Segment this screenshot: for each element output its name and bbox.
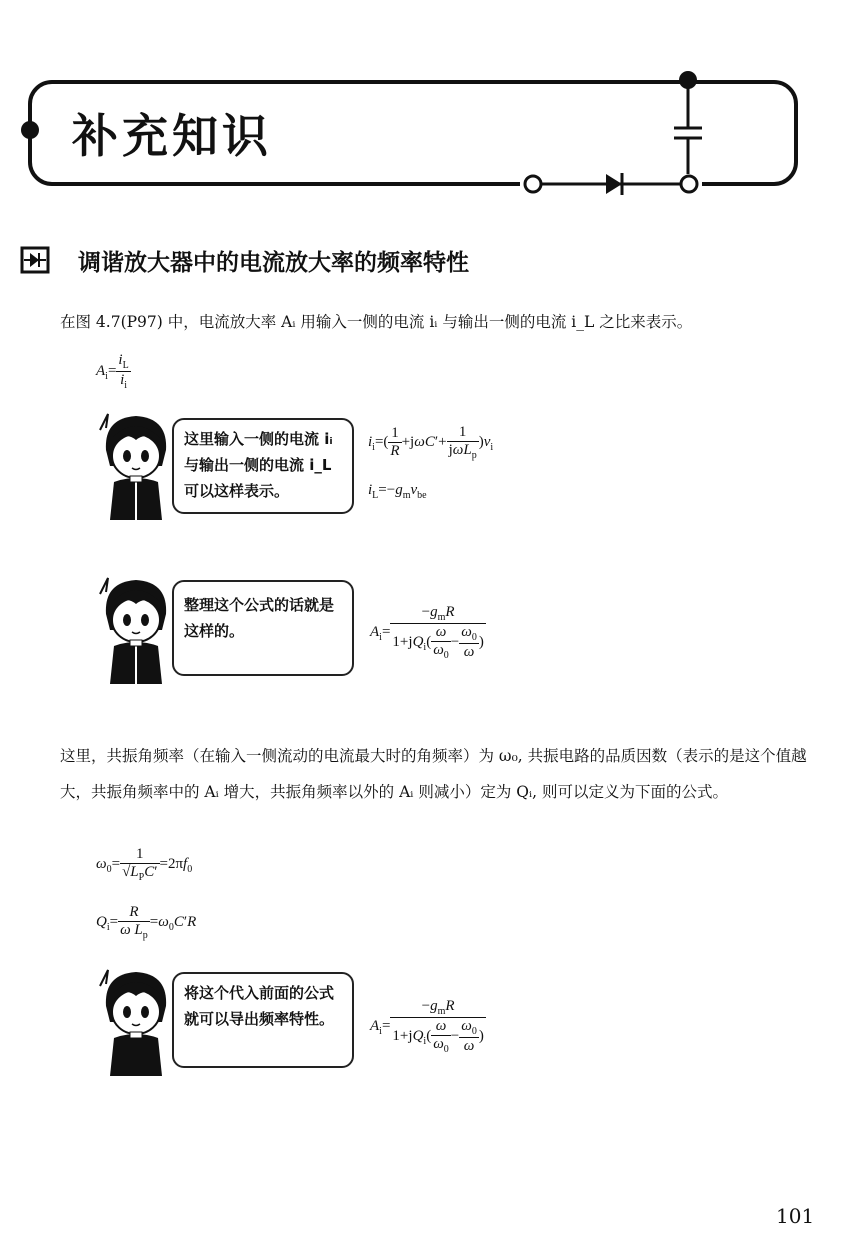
bubble-2-text: 整理这个公式的话就是这样的。: [184, 596, 335, 640]
page-number: 101: [776, 1204, 815, 1228]
character-illustration: [96, 410, 176, 520]
section-title: 调谐放大器中的电流放大率的频率特性: [78, 250, 469, 276]
body-paragraph: 这里，共振角频率（在输入一侧流动的电流最大时的角频率）为 ω₀, 共振电路的品质因数（表示的是这个值越大，共振角频率中的 Aᵢ 增大，共振角频率以外的 Aᵢ 则减小）定为 Qᵢ, 则可以定义为下面的公式。: [60, 747, 807, 801]
speech-bubble-1: [172, 418, 354, 514]
intro-text: 在图 4.7(P97) 中，电流放大率 Aᵢ 用输入一侧的电流 iᵢ 与输出一侧的电流 i_L 之比来表示。: [60, 313, 693, 331]
formula-il: $i_L=-g_mv_{be}$: [368, 482, 427, 501]
formula-ii: $i_i=$( $\frac{1}{R}$ +jωC′+ $\frac{1}{j\omega L_p}$ )$v_i$: [368, 424, 494, 461]
diode-box-icon: [20, 246, 50, 274]
bubble-1-text: 这里输入一侧的电流 iᵢ 与输出一侧的电流 i_L 可以这样表示。: [184, 430, 333, 500]
speech-bubble-3: [172, 972, 354, 1068]
formula-qi: $Q_i=$ $\frac{R}{\omega L_p}$ $=\omega_0C'R$: [96, 904, 197, 941]
formula-ai-ratio: $A_i=$ $\frac{i_L}{i_i}$: [96, 352, 129, 391]
header-title: 补充知识: [72, 109, 272, 163]
speech-bubble-2: [172, 580, 354, 676]
bubble-3-text: 将这个代入前面的公式就可以导出频率特性。: [184, 984, 335, 1028]
formula-ai-1: $A_i=$ $-g_mR$ $1+jQ_i$( $\frac{\omega}{\omega_0}$ − $\frac{\omega_0}{\omega}$ ): [370, 604, 484, 661]
character-illustration: [96, 574, 176, 684]
formula-ai-2: $A_i=$ $-g_mR$ $1+jQ_i$( $\frac{\omega}{\omega_0}$ − $\frac{\omega_0}{\omega}$ ): [370, 998, 484, 1055]
character-illustration: [96, 966, 176, 1076]
formula-omega0: $\omega_0=$ $\frac{1}{√L_PC'}$ $=2\pi f_0$: [96, 846, 193, 883]
